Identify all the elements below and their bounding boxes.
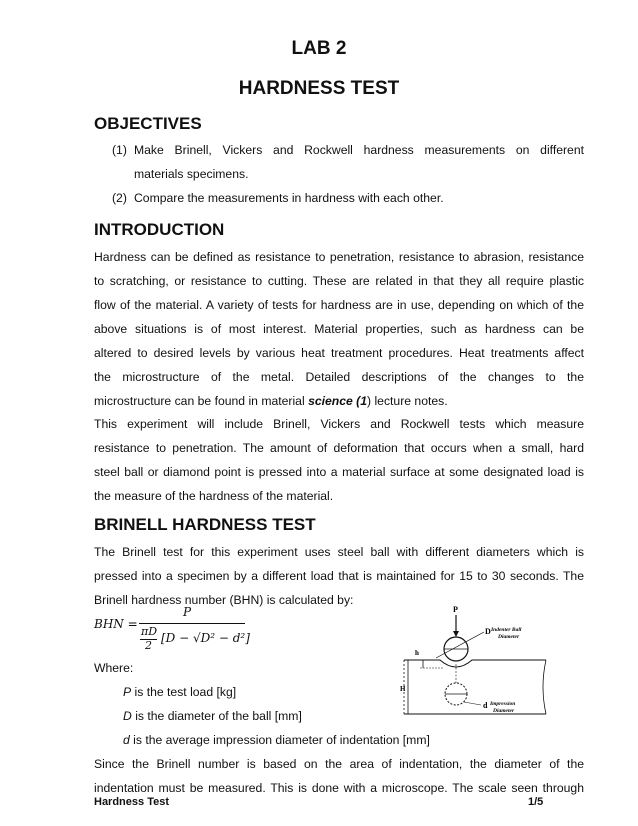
brinell-p1-line: Brinell hardness number (BHN) is calculated by: (94, 593, 354, 607)
figure-label-indenter-2: Diameter (498, 634, 520, 640)
intro-p2-line: the measure of the hardness of the material. (94, 489, 334, 503)
figure-label-D: D (485, 627, 491, 636)
brinell-p2-line: indentation must be measured. This is done with a microscope. The scale seen through (94, 781, 584, 795)
def-load-text: is the test load [kg] (131, 685, 237, 699)
figure-label-p: P (453, 605, 458, 614)
objective-1-num: (1) (112, 143, 127, 157)
formula-den-frac-den: 2 (145, 639, 152, 652)
intro-p2-line: This experiment will include Brinell, Vickers and Rockwell tests which measure (94, 417, 584, 431)
def-ball-diameter (123, 704, 302, 728)
def-impression-var: d (123, 733, 130, 747)
page-title: HARDNESS TEST (238, 78, 400, 99)
def-ball-text: is the diameter of the ball [mm] (131, 709, 302, 723)
intro-p2-line: steel ball or diamond point is pressed into a material surface at some designated load is (94, 465, 584, 479)
def-load (123, 680, 236, 704)
def-load-var: P (123, 685, 132, 699)
def-impression-diameter (123, 728, 430, 752)
objective-1-line2: materials specimens. (134, 167, 249, 181)
brinell-indentation-figure (396, 602, 562, 720)
intro-p1-last-post: ) lecture notes. (367, 394, 448, 408)
objective-2-line1: Compare the measurements in hardness with each other. (134, 191, 444, 205)
intro-p1-line: above situations is of most interest. Material properties, such as hardness can be (94, 322, 584, 336)
footer-title: Hardness Test (94, 796, 169, 808)
brinell-heading: BRINELL HARDNESS TEST (94, 515, 316, 534)
formula-den-frac-num: πD (141, 625, 158, 638)
brinell-p2-line: Since the Brinell number is based on the area of indentation, the diameter of the (94, 757, 584, 771)
formula-numerator: P (183, 605, 192, 619)
figure-label-d: d (483, 701, 488, 710)
lab-number: LAB 2 (291, 38, 347, 59)
figure-label-impression: Impression (490, 701, 516, 707)
intro-p1-last-pre: microstructure can be found in material (94, 394, 309, 408)
page-number: 1/5 (528, 796, 544, 808)
specimen-top-surface (404, 660, 546, 667)
load-arrow-head (453, 631, 459, 637)
intro-p1-line: to scratching, or resistance to cutting. These are related in that they all require plastic (94, 274, 584, 288)
def-ball-var: D (123, 709, 132, 723)
def-impression-text: is the average impression diameter of indentation [mm] (129, 733, 430, 747)
brinell-paragraph-2 (94, 752, 584, 800)
intro-p1-emphasis: science (1 (308, 394, 368, 408)
specimen-break-line (543, 660, 546, 714)
intro-p1-line: altered to desired levels by various heat treatment procedures. Heat treatments affect (94, 346, 584, 360)
formula-lhs: BHN = (94, 617, 138, 631)
intro-p1-line: Hardness can be defined as resistance to penetration, resistance to abrasion, resistance (94, 250, 584, 264)
figure-label-h: h (415, 649, 419, 657)
formula-fraction-bar (139, 623, 245, 624)
intro-p2-line: resistance to penetration. The amount of deformation that occurs when a small, hard (94, 441, 584, 455)
brinell-p1-line: The Brinell test for this experiment uses steel ball with different diameters which is (94, 545, 584, 559)
figure-label-impression-2: Diameter (493, 708, 515, 714)
objectives-heading: OBJECTIVES (94, 114, 202, 133)
formula-bracket: [D − √D² − d²] (161, 631, 250, 645)
figure-label-H: H (400, 685, 406, 693)
introduction-paragraph-1 (94, 245, 584, 413)
brinell-p1-line: pressed into a specimen by a different load that is maintained for 15 to 30 seconds. The (94, 569, 584, 583)
figure-label-indenter: Indenter Ball (491, 627, 522, 633)
where-label: Where: (94, 661, 134, 675)
objective-1-line1: Make Brinell, Vickers and Rockwell hardness measurements on different (134, 143, 584, 157)
intro-p1-line: flow of the material. A variety of tests for hardness are in use, depending on which of the (94, 298, 584, 312)
introduction-paragraph-2 (94, 412, 584, 508)
impression-leader (464, 702, 481, 705)
intro-p1-last-line (94, 389, 584, 413)
intro-p1-line: the microstructure of the metal. Detailed descriptions of the changes to the (94, 370, 584, 384)
objective-2-num: (2) (112, 191, 127, 205)
introduction-heading: INTRODUCTION (94, 220, 225, 239)
